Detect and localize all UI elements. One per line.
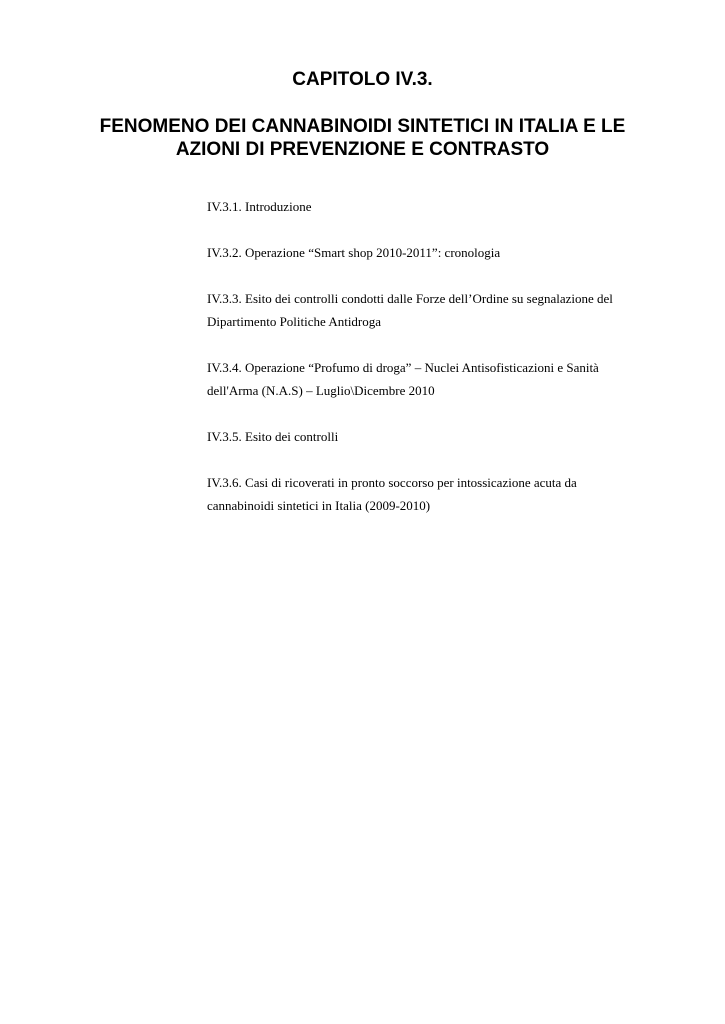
chapter-title [60,115,665,161]
chapter-title-line-1: FENOMENO DEI CANNABINOIDI SINTETICI IN ITALIA E LE [99,116,626,137]
toc-item-iv-3-2[interactable]: IV.3.2. Operazione “Smart shop 2010-2011”: cronologia [207,245,501,260]
toc-item-iv-3-5[interactable]: IV.3.5. Esito dei controlli [207,429,339,444]
toc-item-iv-3-6[interactable]: IV.3.6. Casi di ricoverati in pronto soccorso per intossicazione acuta da cannabinoidi sintetici in Italia (2009-2010) [207,475,577,513]
table-of-contents [207,195,647,540]
toc-item-iv-3-3[interactable]: IV.3.3. Esito dei controlli condotti dalle Forze dell’Ordine su segnalazione del Dipartimento Politiche Antidroga [207,291,613,329]
chapter-title-line-2: AZIONI DI PREVENZIONE E CONTRASTO [175,139,550,160]
chapter-heading: CAPITOLO IV.3. [292,69,433,90]
toc-item-iv-3-1[interactable]: IV.3.1. Introduzione [207,199,312,214]
toc-item-iv-3-4[interactable]: IV.3.4. Operazione “Profumo di droga” – Nuclei Antisofisticazioni e Sanità dell'Arma (N.A.S) – Luglio\Dicembre 2010 [207,360,599,398]
